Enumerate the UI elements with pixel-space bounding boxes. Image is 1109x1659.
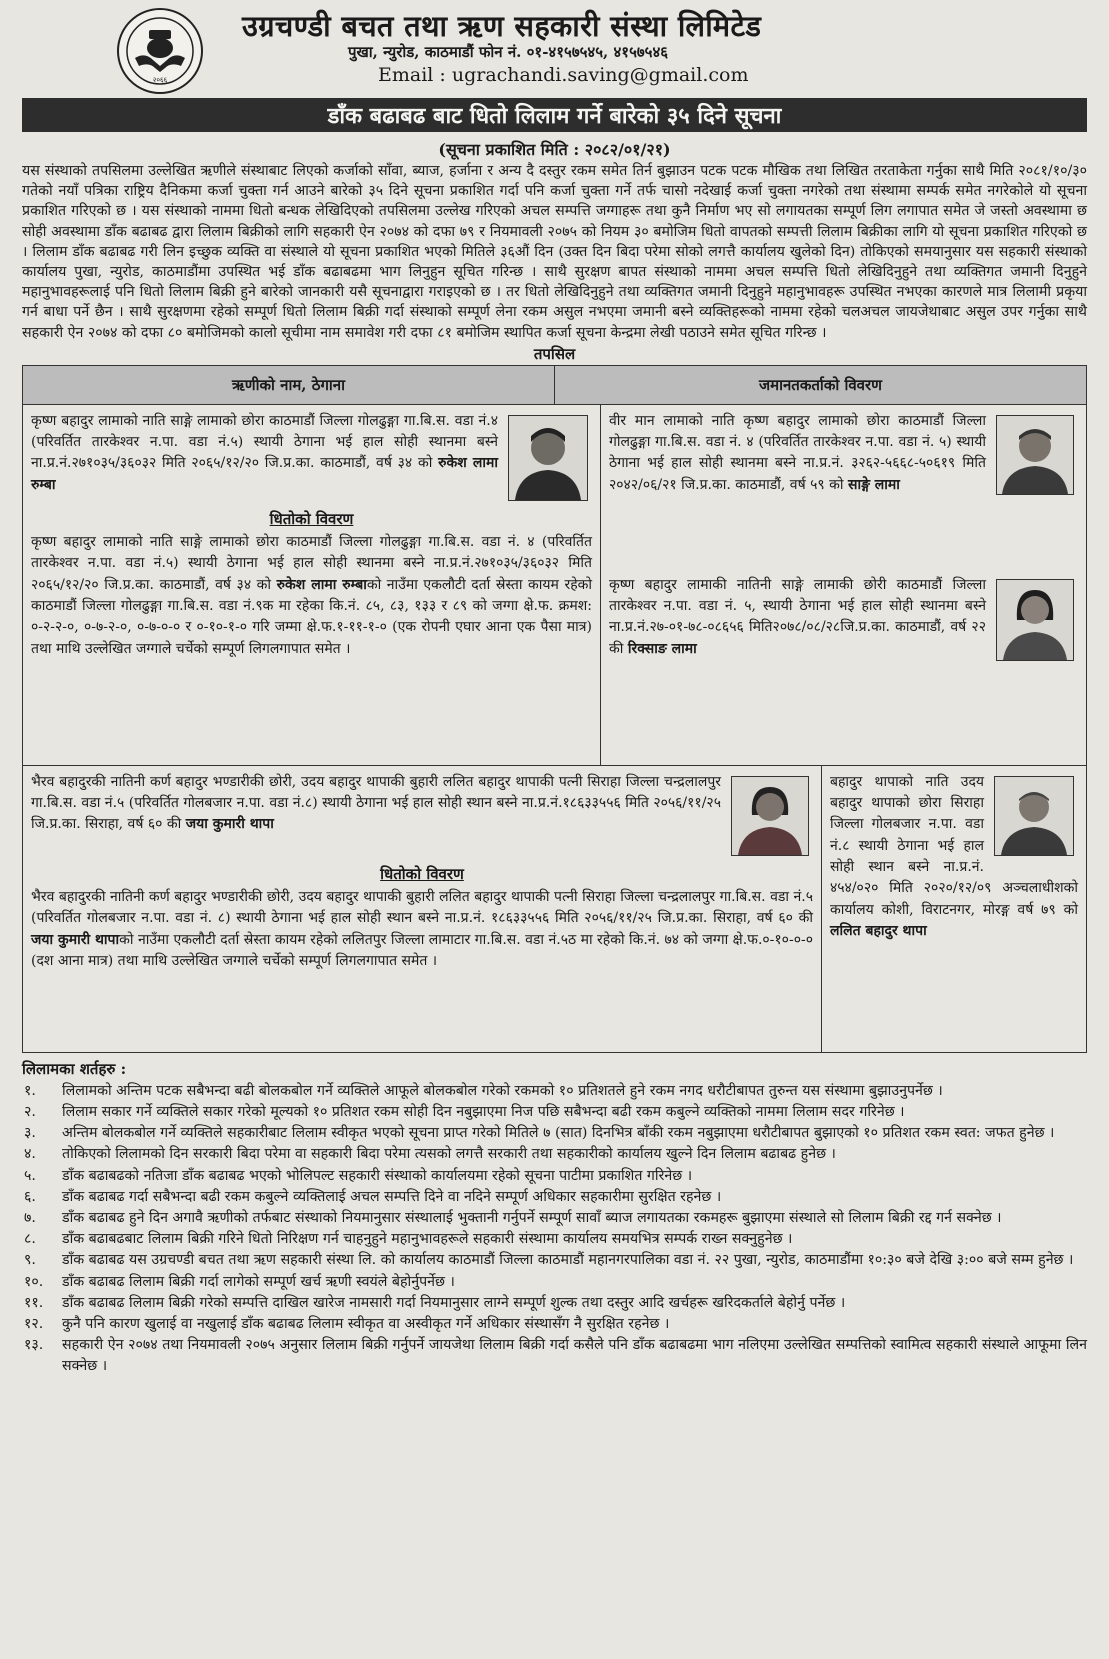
condition-item <box>22 1229 1087 1250</box>
condition-number: ६. <box>24 1188 36 1205</box>
condition-text: सहकारी ऐन २०७४ तथा नियमावली २०७५ अनुसार लिलाम बिक्री गर्नुपर्ने जायजेथा लिलाम बिक्री गर्दा कसैले पनि डाँक बढाबढमा भाग नलिएमा उल्लेखित सम्पत्तिको स्वामित्व सहकारी संस्थाले आफूमा लिन सक्नेछ । <box>62 1337 1087 1375</box>
condition-text: डाँक बढाबढबाट लिलाम बिक्री गरिने धितो निरिक्षण गर्न चाहनुहुने महानुभावहरूले सहकारी संस्थामा कार्यालय समयभित्र सम्पर्क राख्न सक्नुहुनेछ । <box>62 1231 793 1248</box>
condition-item <box>22 1102 1087 1123</box>
schedule-title: तपसिल <box>533 344 576 363</box>
condition-text: अन्तिम बोलकबोल गर्ने व्यक्तिले सहकारीबाट लिलाम स्वीकृत भएको सूचना प्राप्त गरेको मितिले ७ (सात) दिनभित्र बाँकी रकम नबुझाएमा धरौटीबापत बुझाएको १० प्रतिशत रकम स्वत: जफत हुनेछ । <box>62 1125 1055 1142</box>
condition-text: डाँक बढाबढ हुने दिन अगावै ऋणीको तर्फबाट संस्थाको नियमानुसार संस्थालाई भुक्तानी गर्नुपर्ने सम्पूर्ण सावाँ ब्याज लगायतका रकमहरू बुझाएमा संस्थाले सो लिलाम बिक्री रद्द गर्न सक्नेछ । <box>62 1210 1002 1227</box>
guarantor-cell <box>822 766 1086 1052</box>
schedule-row <box>23 405 1086 766</box>
guarantor-name: साङ्गे लामा <box>847 476 900 493</box>
condition-number: ४. <box>24 1146 36 1163</box>
borrower-photo <box>731 776 809 856</box>
collateral-title: धितोको विवरण <box>269 509 354 528</box>
collateral-details <box>31 532 592 660</box>
person-icon <box>509 416 587 500</box>
condition-text: डाँक बढाबढ लिलाम बिक्री गर्दा लागेको सम्पूर्ण खर्च ऋणी स्वयंले बेहोर्नुपर्नेछ । <box>62 1273 455 1290</box>
logo-year: २०६६ <box>152 76 168 84</box>
condition-number: ११. <box>24 1294 44 1311</box>
column-header-borrower: ऋणीको नाम, ठेगाना <box>23 366 555 404</box>
schedule-header <box>23 366 1086 405</box>
condition-item <box>22 1081 1087 1102</box>
condition-text: डाँक बढाबढ यस उग्रचण्डी बचत तथा ऋण सहकारी संस्था लि. को कार्यालय काठमाडौं जिल्ला काठमाडौं महानगरपालिका वडा नं. २२ पुखा, न्युरोड, काठमाडौंमा १०:३० बजे देखि ३:०० बजे सम्म हुनेछ । <box>62 1252 1074 1269</box>
guarantor-name: ललित बहादुर थापा <box>830 922 927 939</box>
condition-number: १३. <box>24 1337 44 1354</box>
condition-item <box>22 1335 1087 1377</box>
organization-address: पुखा, न्युरोड, काठमाडौं फोन नं. ०१-४१५७५४५, ४१५७५४६ <box>348 43 669 61</box>
organization-logo <box>117 8 203 94</box>
person-icon <box>997 416 1073 494</box>
header <box>22 6 1087 94</box>
condition-item <box>22 1314 1087 1335</box>
schedule-row <box>23 766 1086 1052</box>
notice-title: डाँक बढाबढ बाट धितो लिलाम गर्ने बारेको ३५ दिने सूचना <box>22 98 1087 132</box>
condition-item <box>22 1166 1087 1187</box>
condition-number: ५. <box>24 1167 36 1184</box>
borrower-name: जया कुमारी थापा <box>185 816 274 833</box>
borrower-cell <box>23 766 822 1052</box>
collateral-land-details: को नाउँमा एकलौटी दर्ता स्रेस्ता कायम रहेको काठमाडौं जिल्ला गोलढुङ्गा गा.बि.स. वडा नं.९क मा रहेका कि.नं. ८५, ८३, १३३ र ८९ को जग्गा क्षे.फ. क्रमश: ०-२-२-०, ०-७-२-०, ०-७-०-० र ०-१०-१-० गरि जम्मा क्षे.फ.१-११-१-० (एक रोपनी एघार आना एक पैसा मात्र) तथा माथि उल्लेखित जग्गाले चर्चेको सम्पूर्ण लिगलगापात समेत । <box>31 576 593 657</box>
condition-number: १२. <box>24 1316 44 1333</box>
organization-email: Email : ugrachandi.saving@gmail.com <box>378 64 749 86</box>
conditions-list <box>22 1081 1087 1378</box>
notice-intro: यस संस्थाको तपसिलमा उल्लेखित ऋणीले संस्थाबाट लिएको कर्जाको साँवा, ब्याज, हर्जाना र अन्य दै दस्तुर रकम समेत तिर्न बुझाउन पटक पटक मौखिक तथा लिखित तरताकेता गर्नुका साथै मिति २०८१/१०/३० गतेको नयाँ पत्रिका राष्ट्रिय दैनिकमा कर्जा चुक्ता गर्न आउने बारेको ३५ दिने सूचना प्रकाशित गर्दा पनि कर्जा चुक्ता गर्ने तर्फ चासो नदेखाई कर्जा चुक्ता नगरेको तथा संस्थामा सम्पर्क समेत नगरेकोले यो सूचना प्रकाशित गरिएको छ । यस संस्थाको नाममा धितो बन्धक लेखिदिएको तपसिलमा उल्लेख गरिएको अचल सम्पत्ति जग्गाहरू तथा कुनै निर्माण भए सो लगायतका सम्पूर्ण लिग लगापात समेत जे जस्तो अवस्थामा छ सोही अवस्थामा डाँक बढाबढ द्वारा लिलाम बिक्रीको लागि सहकारी ऐन २०७४ को दफा ७९ र नियमावली २०७५ को नियम ३० बमोजिम धितो वापतको सम्पत्ती लिलाम बिक्रीका लागि यो सूचना प्रकाशित गरिएको छ । लिलाम डाँक बढाबढ गरी लिन इच्छुक व्यक्ति वा संस्थाले यो सूचना प्रकाशित भएको मितिले ३६औं दिन (उक्त दिन बिदा परेमा सोको लगत्तै कार्यालय खुलेको दिन) तोकिएको समयानुसार यस सहकारी संस्थाको कार्यालय पुखा, न्युरोड, काठमाडौंमा उपस्थित भई डाँक बढाबढमा भाग लिनुहुन सूचित गरिन्छ । साथै सुरक्षण बापत संस्थाको नाममा अचल सम्पत्ति धितो लेखिदिनुहुने तथा व्यक्तिगत जमानी दिनुहुने महानुभावहरूलाई पनि धितो लिलाम बिक्री हुने बारेको जानकारी यसै सूचनाद्वारा गराइएको छ । तर धितो लेखिदिनुहुने तथा व्यक्तिगत जमानी दिनुहुने महानुभावहरू उपस्थित नभएका कारणले मात्र लिलामी प्रकृया गर्न बाधा पर्ने छैन । साथै सुरक्षणमा रहेको सम्पूर्ण धितो लिलाम बिक्री गर्दा संस्थाको सम्पूर्ण लेना रकम असुल नभएमा जमानी बस्ने व्यक्तिहरूको नाममा रहेको चलअचल जायजेथाबाट असुल उपर गर्नुका साथै सहकारी ऐन २०७४ को दफा ८० बमोजिमको कालो सूचीमा नाम समावेश गरी दफा ८१ बमोजिम स्थापित कर्जा सूचना केन्द्रमा लेखी पठाउने समेत सूचित गरिन्छ । <box>22 163 1088 341</box>
person-icon <box>732 777 808 855</box>
guarantor-entry <box>609 575 1078 665</box>
condition-text: डाँक बढाबढ गर्दा सबैभन्दा बढी रकम कबुल्ने व्यक्तिलाई अचल सम्पत्ति दिने वा नदिने सम्पूर्ण अधिकार सहकारीमा सुरक्षित रहनेछ । <box>62 1188 722 1205</box>
condition-number: २. <box>24 1104 36 1121</box>
collateral-owner-name: जया कुमारी थापा <box>31 931 120 948</box>
collateral-title: धितोको विवरण <box>380 864 464 883</box>
condition-text: डाँक बढाबढको नतिजा डाँक बढाबढ भएको भोलिपल्ट सहकारी संस्थाको कार्यालयमा रहेको सूचना पाटीमा प्रकाशित गरिनेछ । <box>62 1167 693 1184</box>
person-icon <box>995 777 1073 855</box>
borrower-photo <box>508 415 588 501</box>
person-icon <box>997 580 1073 660</box>
condition-number: ७. <box>24 1210 36 1227</box>
condition-item <box>22 1208 1087 1229</box>
published-date: (सूचना प्रकाशित मिति : २०८२/०१/२१) <box>438 140 671 159</box>
condition-text: डाँक बढाबढ लिलाम बिक्री गरेको सम्पत्ति दाखिल खारेज नामसारी गर्दा नियमानुसार लाग्ने सम्पूर्ण शुल्क तथा दस्तुर आदि खर्चहरू खरिदकर्ताले बेहोर्नु पर्नेछ । <box>62 1294 846 1311</box>
condition-item <box>22 1272 1087 1293</box>
guarantor-photo <box>994 776 1074 856</box>
borrower-details: कृष्ण बहादुर लामाको नाति साङ्गे लामाको छोरा काठमाडौं जिल्ला गोलढुङ्गा गा.बि.स. वडा नं.४ (परिवर्तित तारकेश्वर न.पा. वडा नं.५) स्थायी ठेगाना भई हाल सोही स्थानमा बस्ने ना.प्र.नं.२७१०३५/३६०३२ मिति २०६५/१२/२० जि.प्र.का. काठमाडौं, वर्ष ३४ को <box>31 412 498 472</box>
guarantor-cell <box>601 405 1086 765</box>
guarantor-name: रिक्साङ लामा <box>627 640 697 657</box>
condition-text: लिलामको अन्तिम पटक सबैभन्दा बढी बोलकबोल गर्ने व्यक्तिले आफूले बोलकबोल गरेको रकमको १० प्रतिशतले हुने रकम नगद धरौटीबापत तुरुन्त यस संस्थामा बुझाउनुपर्नेछ । <box>62 1082 943 1099</box>
condition-item <box>22 1293 1087 1314</box>
guarantor-photo <box>996 579 1074 661</box>
borrower-name: रुकेश लामा रुम्बा <box>31 455 499 493</box>
condition-item <box>22 1250 1087 1271</box>
condition-number: ९. <box>24 1252 36 1269</box>
condition-number: ३. <box>24 1125 36 1142</box>
condition-text: तोकिएको लिलामको दिन सरकारी बिदा परेमा वा सहकारी बिदा परेमा त्यसको लगत्तै सरकारी तथा सहकारीको कार्यालय खुल्ने दिन लिलाम बढाबढ हुनेछ । <box>62 1146 836 1163</box>
guarantor-details: वीर मान लामाको नाति कृष्ण बहादुर लामाको छोरा काठमाडौं जिल्ला गोलढुङ्गा गा.बि.स. वडा नं. ४ (परिवर्तित तारकेश्वर न.पा. वडा नं. ५) स्थायी ठेगाना भई हाल सोही स्थानमा बस्ने ना.प्र.नं. ३२६२-५६६८-५०६१९ मिति २०४२/०६/२१ जि.प्र.का. काठमाडौं, वर्ष ५९ को <box>609 412 986 493</box>
hands-holding-pot-icon <box>125 16 195 86</box>
column-header-guarantor: जमानतकर्ताको विवरण <box>759 375 882 394</box>
guarantor-details: कृष्ण बहादुर लामाकी नातिनी साङ्गे लामाकी छोरी काठमाडौं जिल्ला तारकेश्वर न.पा. वडा नं. ५, स्थायी ठेगाना भई हाल सोही स्थानमा बस्ने ना.प्र.नं.२७-०१-७८-०८६५६ मिति२०७८/०८/२८जि.प्र.का. काठमाडौं, वर्ष २२ की <box>609 576 986 657</box>
guarantor-photo <box>996 415 1074 495</box>
borrower-cell <box>23 405 601 765</box>
collateral-owner-name: रुकेश लामा रुम्बा <box>276 576 367 593</box>
collateral-owner-details: कृष्ण बहादुर लामाको नाति साङ्गे लामाको छोरा काठमाडौं जिल्ला गोलढुङ्गा गा.बि.स. वडा नं. ४ (परिवर्तित तारकेश्वर न.पा. वडा नं.५) स्थायी ठेगाना भई हाल सोही स्थानमा बस्ने ना.प्र.नं.२७१०३५/३६०३२ मिति २०६५/१२/२० जि.प्र.का. काठमाडौं, वर्ष ३४ को <box>31 534 592 593</box>
collateral-land-details: को नाउँमा एकलौटी दर्ता स्रेस्ता कायम रहेको ललितपुर जिल्ला लामाटार गा.बि.स. वडा नं.५ठ मा रहेको कि.नं. ७४ को जग्गा क्षे.फ.०-१०-०-० (दश आना मात्र) तथा माथि उल्लेखित जग्गाले चर्चेको सम्पूर्ण लिगलगापात समेत । <box>31 931 813 970</box>
condition-number: ८. <box>24 1231 36 1248</box>
collateral-owner-details: भैरव बहादुरकी नातिनी कर्ण बहादुर भण्डारीकी छोरी, उदय बहादुर थापाकी बुहारी ललित बहादुर थापाकी पत्नी सिराहा जिल्ला चन्द्रलालपुर गा.बि.स. वडा नं.५ (परिवर्तित गोलबजार न.पा. वडा नं. ८) स्थायी ठेगाना भई हाल सोही स्थान बस्ने ना.प्र.नं. १८६३३५५६ मिति २०५६/११/२५ जि.प्र.का. सिराहा, वर्ष ६० की <box>31 889 813 927</box>
condition-item <box>22 1187 1087 1208</box>
collateral-details <box>31 887 813 972</box>
condition-number: १०. <box>24 1273 44 1290</box>
condition-item <box>22 1123 1087 1144</box>
condition-item <box>22 1144 1087 1165</box>
schedule-table <box>22 365 1087 1053</box>
condition-text: कुनै पनि कारण खुलाई वा नखुलाई डाँक बढाबढ लिलाम स्वीकृत वा अस्वीकृत गर्ने अधिकार संस्थासँग नै सुरक्षित रहनेछ । <box>62 1316 670 1333</box>
guarantor-details: बहादुर थापाको नाति उदय बहादुर थापाको छोरा सिराहा जिल्ला गोलबजार न.पा. वडा नं.८ स्थायी ठेगाना भई हाल सोही स्थान बस्ने ना.प्र.नं. ४५४/०२० मिति २०२०/१२/०९ अञ्चलाधीशको कार्यालय कोशी, विराटनगर, मोरङ्ग वर्ष ७९ को <box>830 773 1078 918</box>
organization-name: उग्रचण्डी बचत तथा ऋण सहकारी संस्था लिमिटेड <box>242 9 762 43</box>
condition-text: लिलाम सकार गर्ने व्यक्तिले सकार गरेको मूल्यको १० प्रतिशत रकम सोही दिन नबुझाएमा निज पछि सबैभन्दा बढी रकम कबुल्ने व्यक्तिको नाममा लिलाम सदर गरिनेछ । <box>62 1104 905 1121</box>
guarantor-entry <box>609 411 1078 561</box>
conditions-title: लिलामका शर्तहरु : <box>22 1059 127 1078</box>
condition-number: १. <box>24 1082 36 1099</box>
borrower-details: भैरव बहादुरकी नातिनी कर्ण बहादुर भण्डारीकी छोरी, उदय बहादुर थापाकी बुहारी ललित बहादुर थापाकी पत्नी सिराहा जिल्ला चन्द्रलालपुर गा.बि.स. वडा नं.५ (परिवर्तित गोलबजार न.पा. वडा नं.८) स्थायी ठेगाना भई हाल सोही स्थान बस्ने ना.प्र.नं.१८६३३५५६ मिति २०५६/११/२५ जि.प्र.का. सिराहा, वर्ष ६० की <box>31 773 721 833</box>
